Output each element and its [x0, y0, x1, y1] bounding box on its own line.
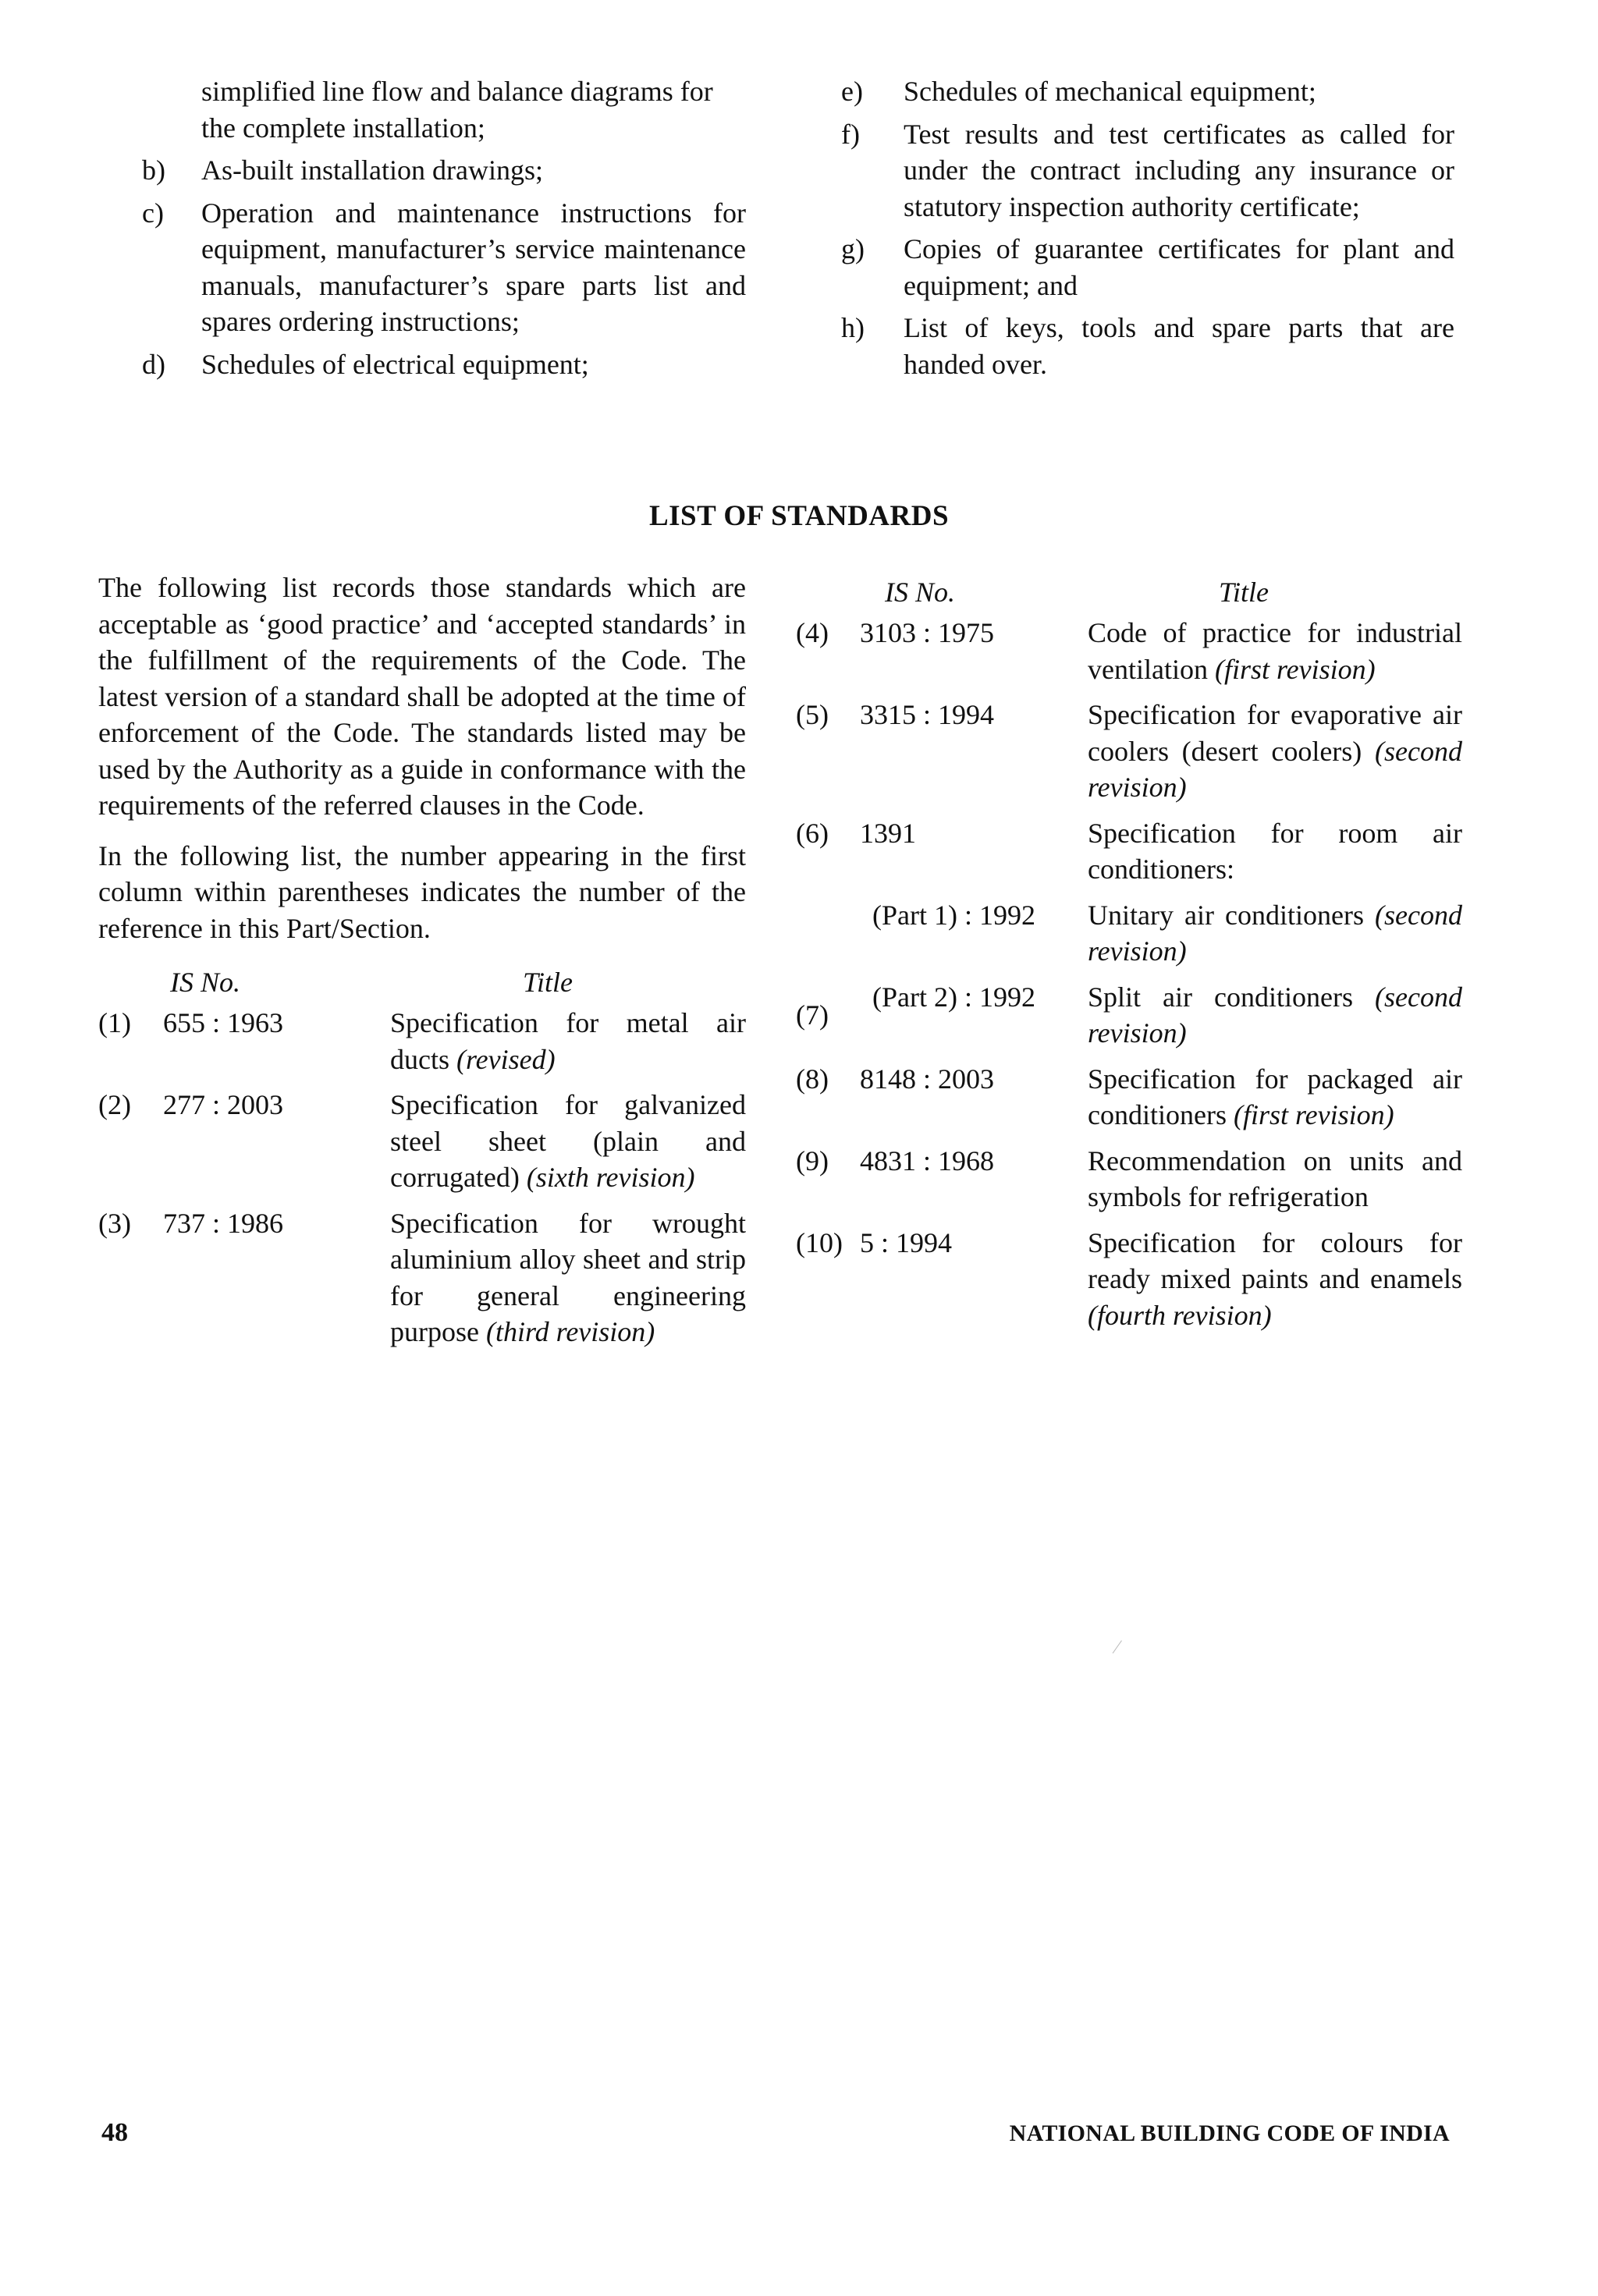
table-row [796, 1143, 1464, 1215]
is-no-header: IS No. [170, 967, 240, 998]
list-marker: e) [841, 76, 863, 107]
is-number: (Part 2) : 1992 [872, 981, 1035, 1013]
standard-title [1088, 1061, 1462, 1134]
table-row [796, 1225, 1464, 1334]
standards-table-right [796, 574, 1464, 1343]
table-header [796, 574, 1464, 610]
standards-table-left [98, 964, 746, 1360]
standard-title [390, 1005, 746, 1077]
is-number: 3315 : 1994 [860, 699, 995, 730]
table-row [796, 815, 1464, 888]
is-number: 655 : 1963 [163, 1007, 284, 1038]
title-header: Title [523, 967, 574, 998]
title-text: Unitary air conditioners [1088, 899, 1364, 931]
ref-number: (1) [98, 1007, 131, 1038]
standard-title [1088, 1143, 1462, 1215]
table-row [796, 615, 1464, 687]
title-text: Specification for evaporative air coolers (desert coolers) [1088, 699, 1462, 767]
standard-title [390, 1205, 746, 1350]
scan-speck [1113, 1641, 1131, 1660]
list-item-text: Schedules of electrical equipment; [201, 348, 589, 380]
deliverables-list-left [94, 73, 746, 382]
intro-paragraph: The following list records those standards which are acceptable as ‘good practice’ and ‘accepted standards’ in the fulfillment of the requirements of the Code. The latest version of a standard shall be adopted at the time of enforcement of the Code. The standards listed may be used by the Authority as a guide in conformance with the requirements of the referred clauses in the Code. [98, 572, 746, 821]
title-text: Split air conditioners [1088, 981, 1353, 1013]
revision-note: (first revision) [1214, 653, 1376, 685]
list-item [94, 195, 746, 340]
standard-title [1088, 615, 1462, 687]
ref-number: (4) [796, 617, 829, 648]
table-row [98, 1087, 746, 1196]
ref-number: (8) [796, 1063, 829, 1095]
table-row [796, 979, 1464, 1052]
revision-note: (first revision) [1233, 1099, 1394, 1130]
ref-number: (3) [98, 1207, 131, 1239]
standard-title [1088, 979, 1462, 1052]
revision-note: (second revision) [1088, 899, 1462, 967]
standard-title [1088, 697, 1462, 806]
intro-text [98, 570, 746, 960]
revision-note: (revised) [456, 1043, 556, 1075]
title-text: Recommendation on units and symbols for refrigeration [1088, 1144, 1462, 1212]
is-number: 8148 : 2003 [860, 1063, 995, 1095]
list-item-text: Schedules of mechanical equipment; [904, 76, 1316, 107]
intro-paragraph: In the following list, the number appearing in the first column within parentheses indicates the number of the reference in this Part/Section. [98, 839, 746, 944]
revision-note: (third revision) [485, 1316, 655, 1347]
is-no-header: IS No. [885, 577, 955, 608]
title-text: Specification for packaged air conditioners [1088, 1063, 1462, 1130]
revision-note: (second revision) [1088, 735, 1462, 803]
ref-number: (5) [796, 699, 829, 730]
list-marker: d) [142, 348, 165, 380]
is-number: 5 : 1994 [860, 1226, 953, 1258]
list-item-text: simplified line flow and balance diagrams for the complete installation; [201, 76, 713, 144]
list-item [816, 116, 1454, 225]
list-marker: b) [142, 154, 165, 186]
list-item [94, 73, 746, 146]
title-text: Specification for wrought aluminium alloy sheet and strip for general engineering purpose [390, 1207, 746, 1347]
list-item [816, 310, 1454, 382]
list-item-text: List of keys, tools and spare parts that are handed over. [904, 312, 1454, 380]
list-item [94, 152, 746, 189]
is-number: 3103 : 1975 [860, 617, 995, 648]
is-number: 277 : 2003 [163, 1089, 284, 1120]
deliverables-list-right [816, 73, 1454, 382]
is-number: (Part 1) : 1992 [872, 899, 1035, 931]
table-header [98, 964, 746, 1000]
table-row [98, 1205, 746, 1350]
title-text: Specification for room air conditioners: [1088, 817, 1462, 885]
revision-note: (fourth revision) [1088, 1299, 1272, 1331]
list-marker: c) [142, 197, 164, 229]
is-number: 4831 : 1968 [860, 1144, 995, 1176]
title-text: Specification for metal air ducts [390, 1007, 746, 1075]
list-item [816, 231, 1454, 303]
list-marker: g) [841, 233, 865, 264]
list-item-text: Copies of guarantee certificates for plant and equipment; and [904, 233, 1454, 301]
is-number: 737 : 1986 [163, 1207, 284, 1239]
ref-number: (10) [796, 1226, 843, 1258]
standard-title [1088, 897, 1462, 970]
ref-number: (9) [796, 1144, 829, 1176]
list-item [816, 73, 1454, 110]
is-number: 1391 [860, 817, 916, 849]
revision-note: (second revision) [1088, 981, 1462, 1049]
table-row [796, 697, 1464, 806]
section-heading: LIST OF STANDARDS [648, 500, 950, 532]
page-number: 48 [101, 2118, 128, 2147]
running-footer-title: NATIONAL BUILDING CODE OF INDIA [1009, 2120, 1450, 2146]
list-item-text: As-built installation drawings; [201, 154, 543, 186]
list-marker: f) [841, 118, 860, 150]
list-marker: h) [841, 312, 865, 343]
table-row [796, 897, 1464, 970]
title-text: Specification for galvanized steel sheet (plain and corrugated) [390, 1089, 746, 1193]
ref-number: (6) [796, 817, 829, 849]
standard-title [390, 1087, 746, 1196]
standard-title [1088, 1225, 1462, 1334]
title-text: Code of practice for industrial ventilation [1088, 617, 1462, 685]
list-item [94, 346, 746, 383]
title-header: Title [1219, 577, 1270, 608]
list-item-text: Test results and test certificates as called for under the contract including any insurance or statutory inspection authority certificate; [904, 118, 1454, 222]
ref-number: (7) [796, 999, 829, 1031]
table-row [98, 1005, 746, 1077]
table-row [796, 1061, 1464, 1134]
list-item-text: Operation and maintenance instructions for equipment, manufacturer’s service maintenance manuals, manufacturer’s spare parts list and spares ordering instructions; [201, 197, 746, 337]
title-text: Specification for colours for ready mixed paints and enamels [1088, 1226, 1462, 1294]
revision-note: (sixth revision) [526, 1162, 695, 1193]
ref-number: (2) [98, 1089, 131, 1120]
standard-title [1088, 815, 1462, 888]
